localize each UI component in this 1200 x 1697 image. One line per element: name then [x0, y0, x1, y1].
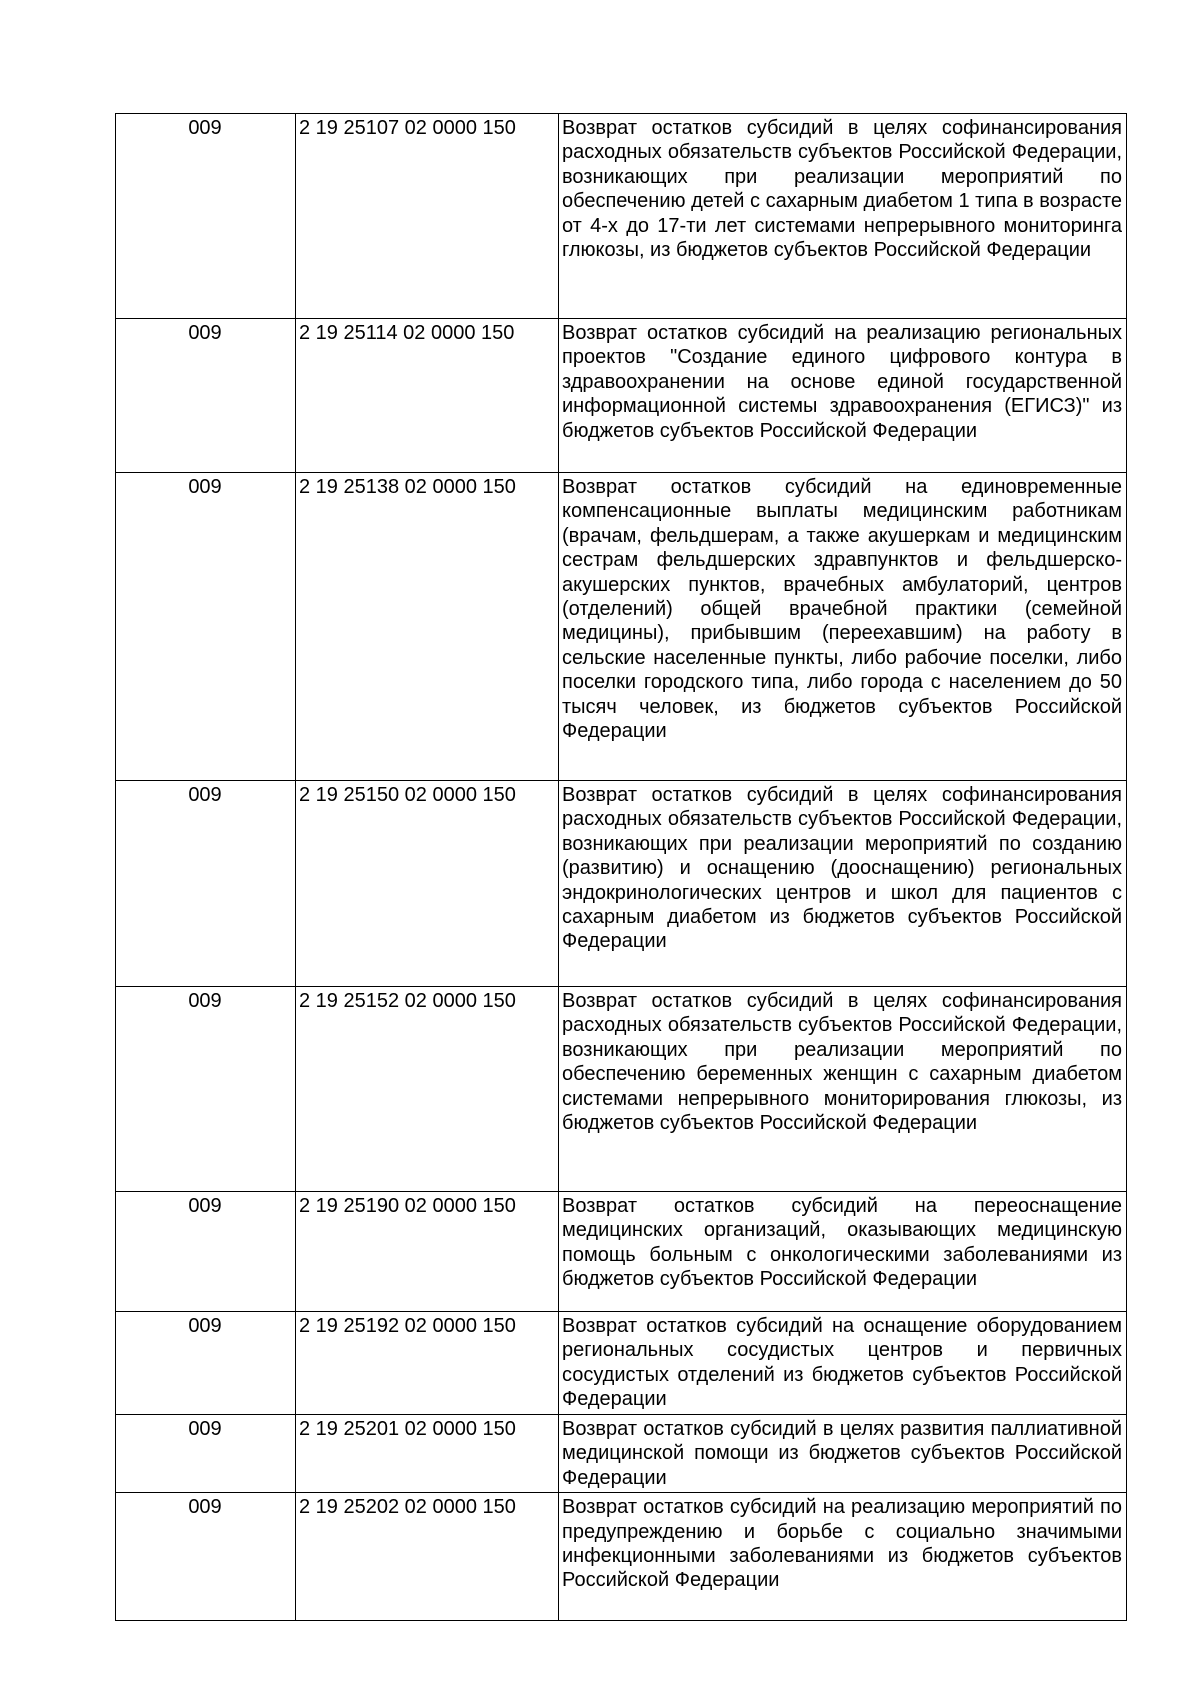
admin-code-cell: 009 — [116, 319, 296, 473]
income-code-cell: 2 19 25190 02 0000 150 — [296, 1192, 559, 1312]
admin-code-cell: 009 — [116, 114, 296, 319]
income-name-cell: Возврат остатков субсидий на реализацию мероприятий по предупреждению и борьбе с социально значимыми инфекционными заболеваниями из бюджетов субъектов Российской Федерации — [559, 1493, 1127, 1621]
admin-code-cell: 009 — [116, 781, 296, 987]
table-row — [116, 987, 1127, 1192]
income-name-cell: Возврат остатков субсидий в целях софинансирования расходных обязательств субъектов Российской Федерации, возникающих при реализации мероприятий по созданию (развитию) и оснащению (дооснащению) региональных эндокринологических центров и школ для пациентов с сахарным диабетом из бюджетов субъектов Российской Федерации — [559, 781, 1127, 987]
income-name-cell: Возврат остатков субсидий на переоснащение медицинских организаций, оказывающих медицинскую помощь больным с онкологическими заболеваниями из бюджетов субъектов Российской Федерации — [559, 1192, 1127, 1312]
table-row — [116, 473, 1127, 781]
table-row — [116, 1493, 1127, 1621]
admin-code-cell: 009 — [116, 1493, 296, 1621]
table-row — [116, 114, 1127, 319]
income-code-cell: 2 19 25202 02 0000 150 — [296, 1493, 559, 1621]
admin-code-cell: 009 — [116, 1192, 296, 1312]
table-row — [116, 1415, 1127, 1493]
income-code-cell: 2 19 25192 02 0000 150 — [296, 1312, 559, 1415]
income-name-cell: Возврат остатков субсидий в целях софинансирования расходных обязательств субъектов Российской Федерации, возникающих при реализации мероприятий по обеспечению детей с сахарным диабетом 1 типа в возрасте от 4-х до 17-ти лет системами непрерывного мониторинга глюкозы, из бюджетов субъектов Российской Федерации — [559, 114, 1127, 319]
table-row — [116, 1312, 1127, 1415]
admin-code-cell: 009 — [116, 473, 296, 781]
income-code-cell: 2 19 25150 02 0000 150 — [296, 781, 559, 987]
admin-code-cell: 009 — [116, 1415, 296, 1493]
income-code-cell: 2 19 25138 02 0000 150 — [296, 473, 559, 781]
admin-code-cell: 009 — [116, 1312, 296, 1415]
income-name-cell: Возврат остатков субсидий на оснащение оборудованием региональных сосудистых центров и первичных сосудистых отделений из бюджетов субъектов Российской Федерации — [559, 1312, 1127, 1415]
income-code-cell: 2 19 25201 02 0000 150 — [296, 1415, 559, 1493]
table-row — [116, 781, 1127, 987]
admin-code-cell: 009 — [116, 987, 296, 1192]
income-name-cell: Возврат остатков субсидий в целях развития паллиативной медицинской помощи из бюджетов субъектов Российской Федерации — [559, 1415, 1127, 1493]
income-code-cell: 2 19 25114 02 0000 150 — [296, 319, 559, 473]
income-name-cell: Возврат остатков субсидий на реализацию региональных проектов "Создание единого цифрового контура в здравоохранении на основе единой государственной информационной системы здравоохранения (ЕГИСЗ)" из бюджетов субъектов Российской Федерации — [559, 319, 1127, 473]
income-code-cell: 2 19 25107 02 0000 150 — [296, 114, 559, 319]
document-page — [115, 113, 1126, 1621]
table-row — [116, 319, 1127, 473]
income-name-cell: Возврат остатков субсидий в целях софинансирования расходных обязательств субъектов Российской Федерации, возникающих при реализации мероприятий по обеспечению беременных женщин с сахарным диабетом системами непрерывного мониторирования глюкозы, из бюджетов субъектов Российской Федерации — [559, 987, 1127, 1192]
budget-classification-table — [115, 113, 1127, 1621]
table-row — [116, 1192, 1127, 1312]
income-code-cell: 2 19 25152 02 0000 150 — [296, 987, 559, 1192]
income-name-cell: Возврат остатков субсидий на единовременные компенсационные выплаты медицинским работникам (врачам, фельдшерам, а также акушеркам и медицинским сестрам фельдшерских здравпунктов и фельдшерско-акушерских пунктов, врачебных амбулаторий, центров (отделений) общей врачебной практики (семейной медицины), прибывшим (переехавшим) на работу в сельские населенные пункты, либо рабочие поселки, либо поселки городского типа, либо города с населением до 50 тысяч человек, из бюджетов субъектов Российской Федерации — [559, 473, 1127, 781]
